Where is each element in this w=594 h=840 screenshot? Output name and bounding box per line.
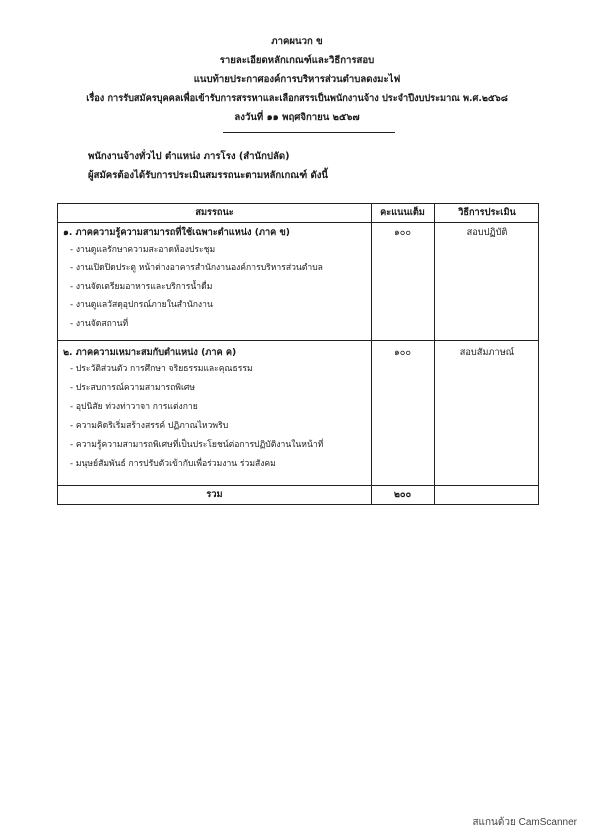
list-item: - งานดูแลรักษาความสะอาดห้องประชุม: [70, 241, 323, 259]
total-score: ๒๐๐: [393, 489, 412, 500]
list-item: - งานจัดเตรียมอาหารและบริการน้ำดื่ม: [70, 278, 323, 296]
section-title: ๒. ภาคความเหมาะสมกับตำแหน่ง (ภาค ค): [63, 347, 237, 358]
row-divider: [58, 340, 538, 341]
position-line: พนักงานจ้างทั่วไป ตำแหน่ง ภารโรง (สำนักปลัด): [88, 151, 290, 162]
section-items: [70, 241, 323, 333]
row-divider: [58, 222, 538, 223]
competency-table: [57, 203, 539, 505]
list-item: - อุปนิสัย ท่วงท่าวาจา การแต่งกาย: [70, 398, 323, 417]
document-title: รายละเอียดหลักเกณฑ์และวิธีการสอบ: [219, 55, 375, 66]
announcement-reference: แนบท้ายประกาศองค์การบริหารส่วนตำบลดงมะไฟ: [193, 74, 401, 85]
date-line: ลงวันที่ ๑๑ พฤศจิกายน ๒๕๖๗: [234, 112, 360, 123]
header-full-score: คะแนนเต็ม: [380, 207, 425, 218]
list-item: - งานเปิดปิดประตู หน้าต่างอาคารสำนักงานองค์การบริหารส่วนตำบล: [70, 259, 323, 277]
section-method: สอบสัมภาษณ์: [459, 347, 515, 358]
section-score: ๑๐๐: [393, 347, 412, 358]
section-title: ๑. ภาคความรู้ความสามารถที่ใช้เฉพาะตำแหน่ง (ภาค ข): [63, 227, 290, 238]
list-item: - ความรู้ความสามารถพิเศษที่เป็นประโยชน์ต่อการปฏิบัติงานในหน้าที่: [70, 436, 323, 455]
list-item: - ประสบการณ์ความสามารถพิเศษ: [70, 379, 323, 398]
list-item: - งานจัดสถานที่: [70, 315, 323, 333]
header-assessment-method: วิธีการประเมิน: [458, 207, 516, 218]
subject-line: เรื่อง การรับสมัครบุคคลเพื่อเข้ารับการสรรหาและเลือกสรรเป็นพนักงานจ้าง ประจำปีงบประมาณ พ.ศ.๒๕๖๘: [86, 93, 508, 104]
row-divider: [58, 485, 538, 486]
list-item: - มนุษย์สัมพันธ์ การปรับตัวเข้ากับเพื่อร่วมงาน ร่วมสังคม: [70, 455, 323, 474]
total-label: รวม: [206, 489, 223, 500]
section-items: [70, 360, 323, 474]
header-competency: สมรรถนะ: [195, 207, 234, 218]
list-item: - งานดูแลวัสดุอุปกรณ์ภายในสำนักงาน: [70, 296, 323, 314]
section-method: สอบปฏิบัติ: [466, 227, 508, 238]
list-item: - ประวัติส่วนตัว การศึกษา จริยธรรมและคุณธรรม: [70, 360, 323, 379]
appendix-title: ภาคผนวก ข: [271, 36, 323, 47]
section-score: ๑๐๐: [393, 227, 412, 238]
criteria-intro: ผู้สมัครต้องได้รับการประเมินสมรรถนะตามหลักเกณฑ์ ดังนี้: [88, 170, 328, 181]
scanner-watermark: สแกนด้วย CamScanner: [472, 817, 577, 828]
header-divider: [223, 132, 395, 133]
list-item: - ความคิดริเริ่มสร้างสรรค์ ปฏิภาณไหวพริบ: [70, 417, 323, 436]
